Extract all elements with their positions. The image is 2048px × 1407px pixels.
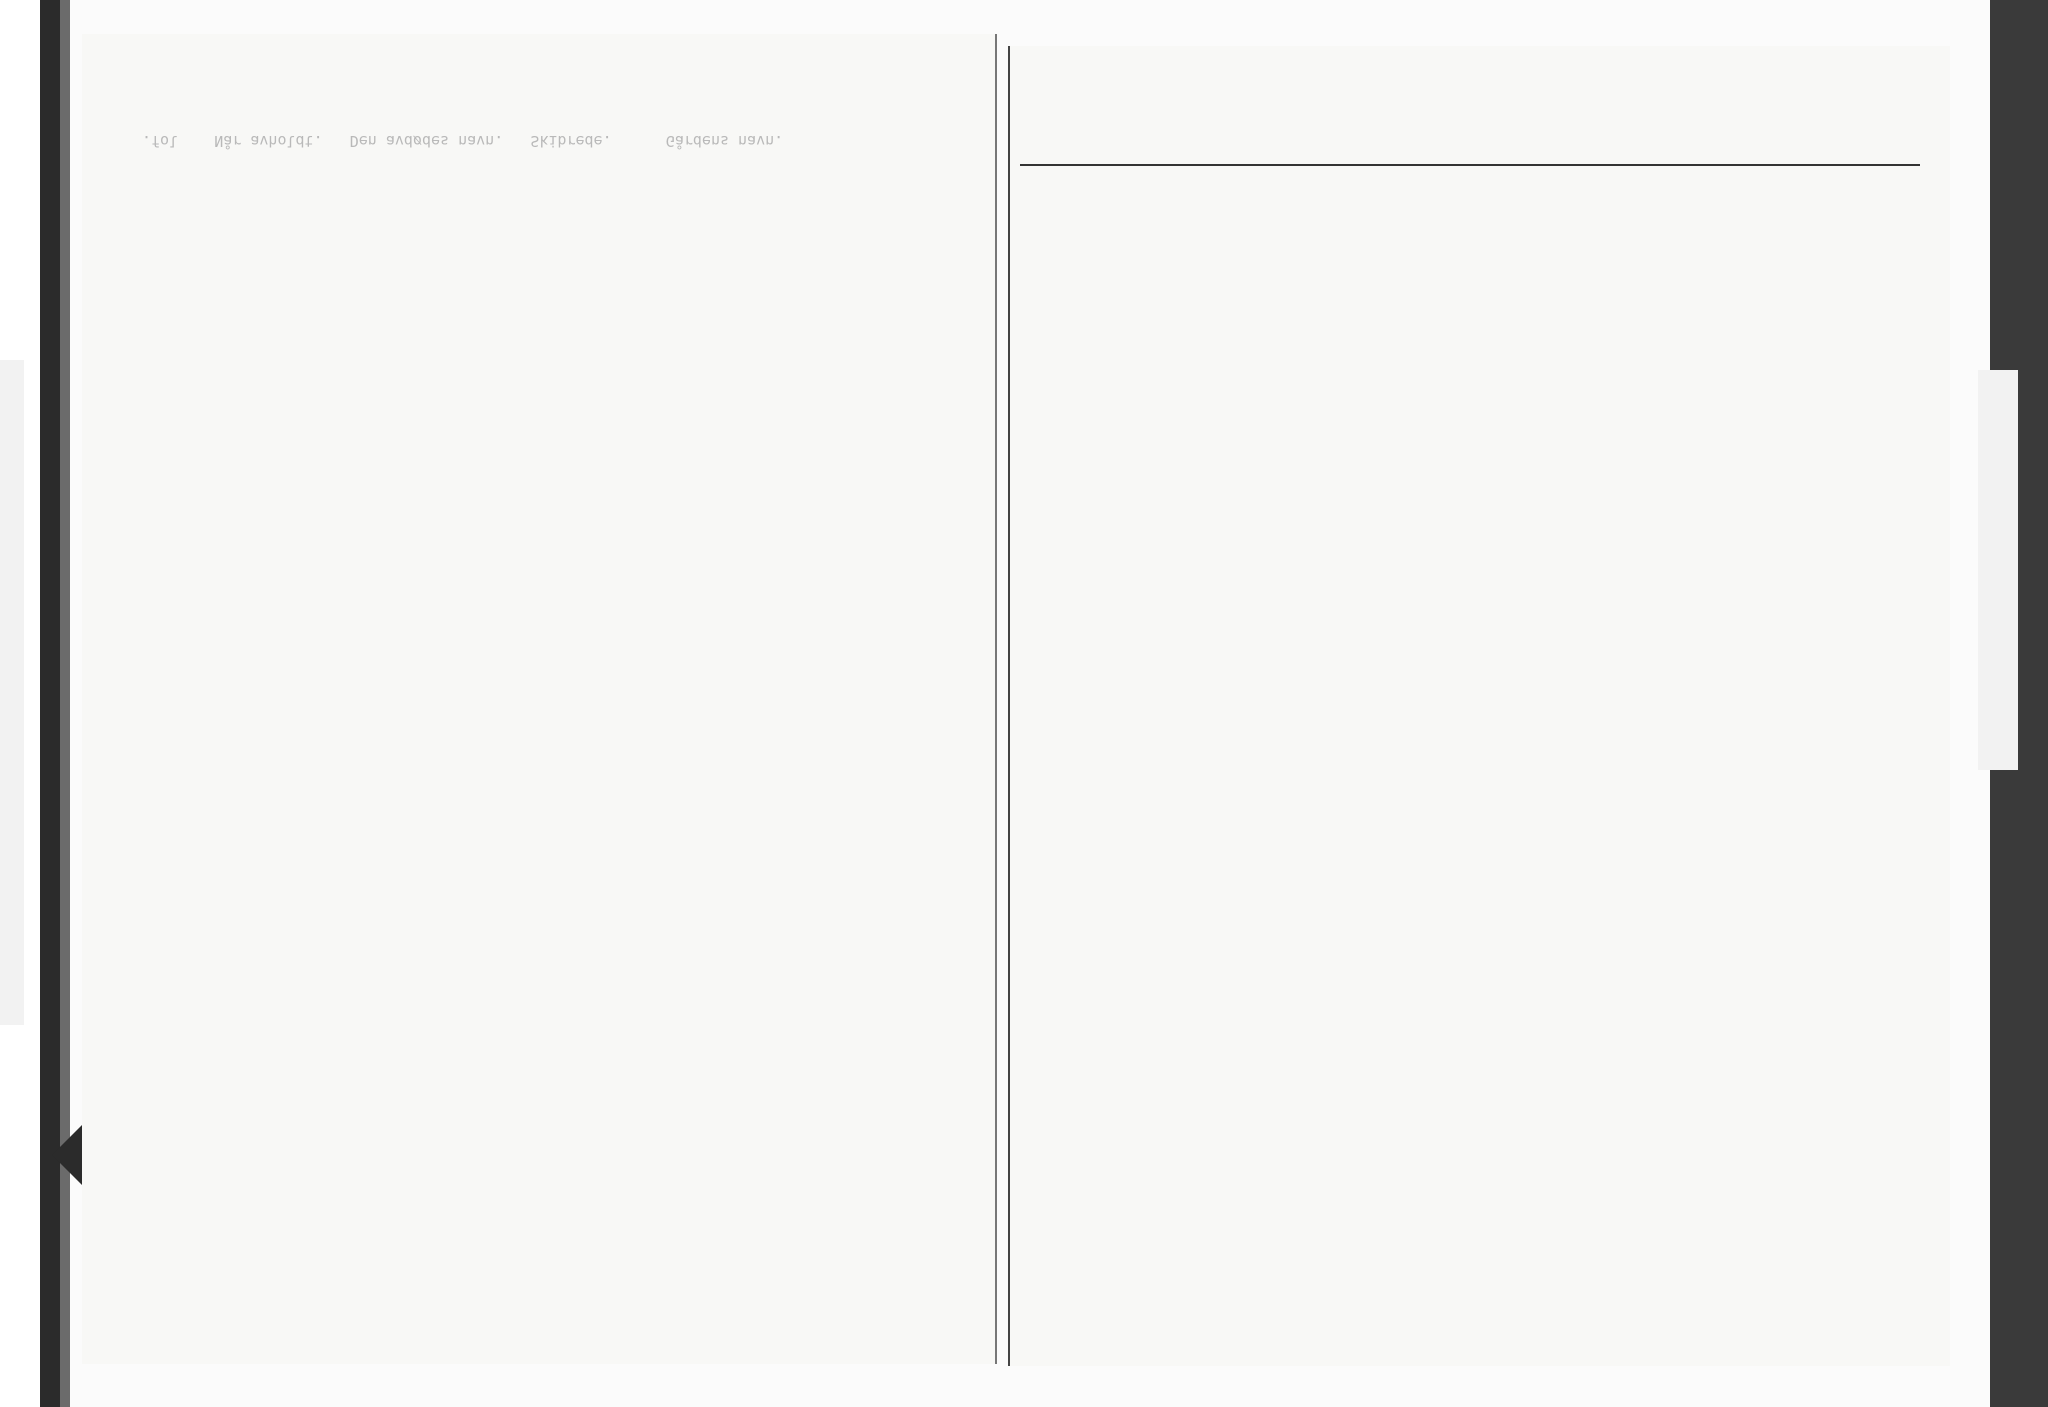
right-page [1008,46,1950,1366]
left-margin-strip [0,360,24,1025]
header-rule [1020,164,1920,166]
right-margin-strip [1978,370,2018,770]
left-page [82,34,997,1364]
bleed-through-header: .fol Når avholdt. Den avdødes navn. Skibrede. Gårdens navn. [142,132,784,150]
